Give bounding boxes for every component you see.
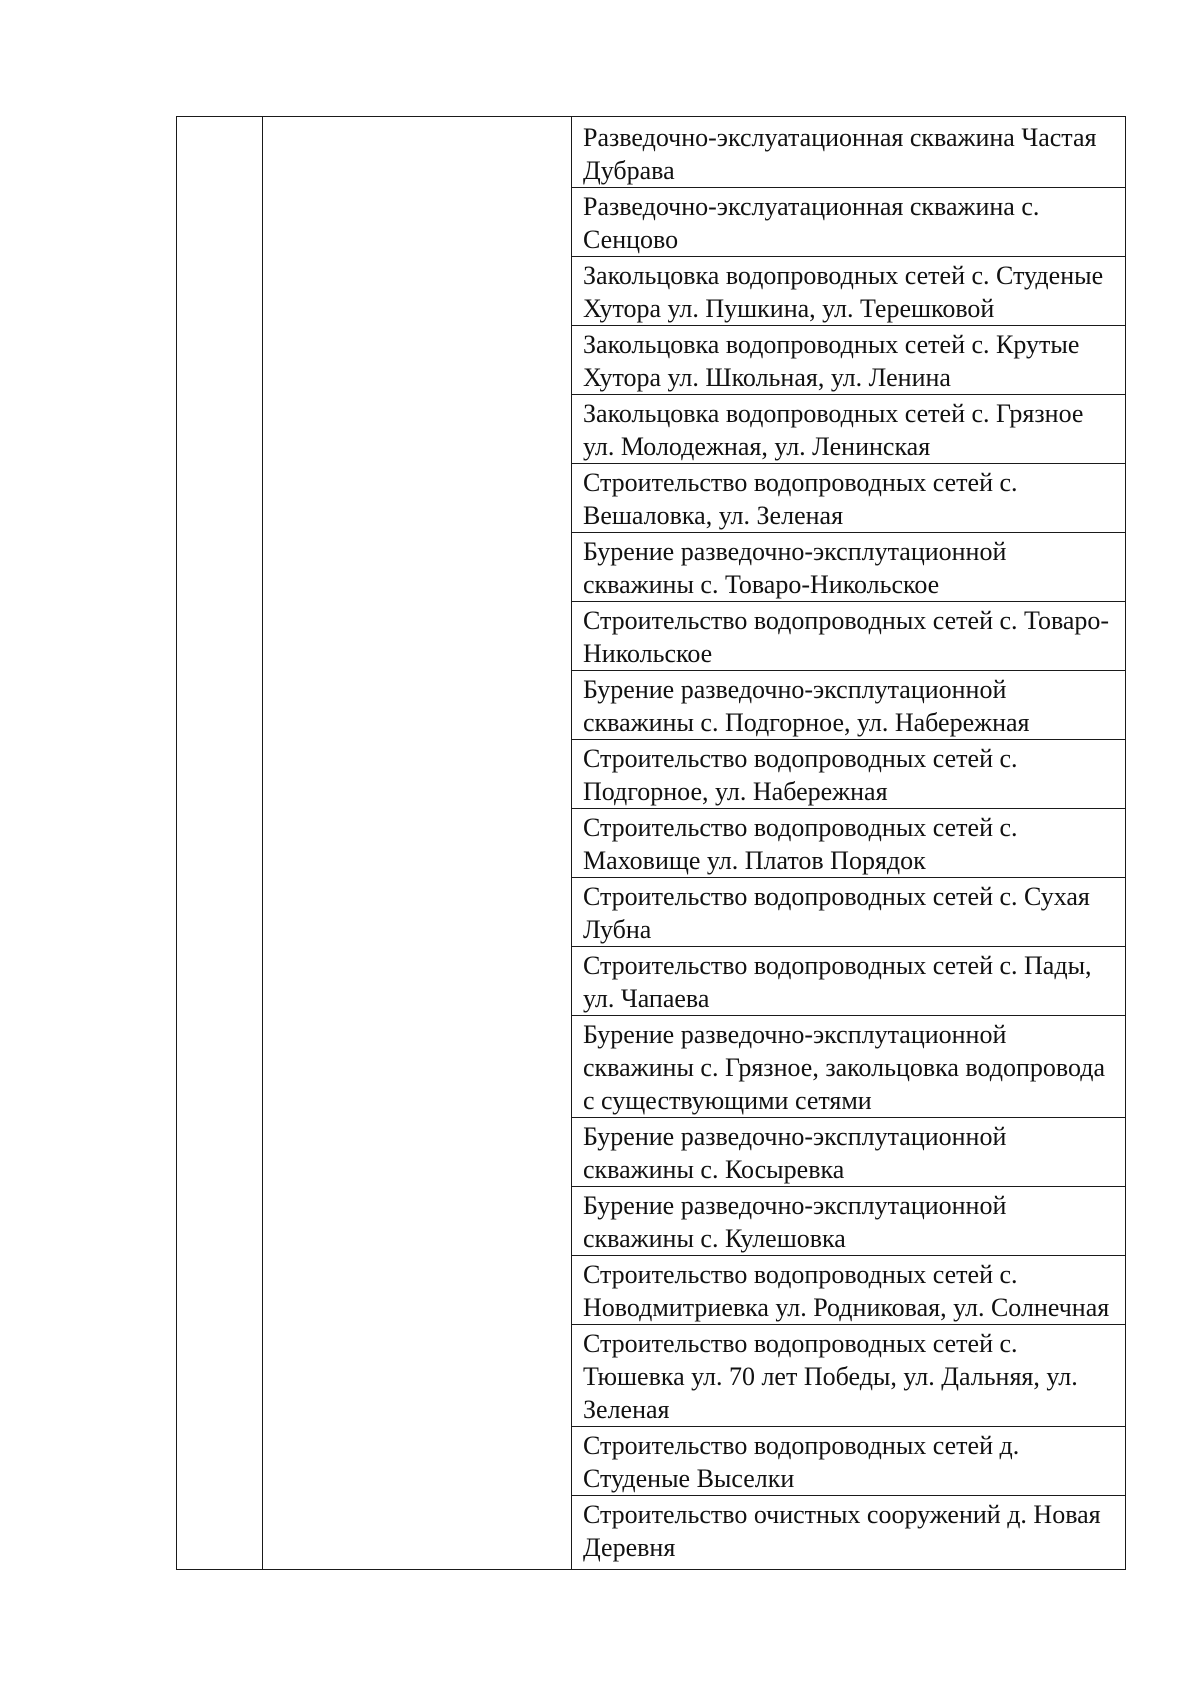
table-row xyxy=(571,326,1125,395)
table-cell-text: Строительство водопроводных сетей с. Подгорное, ул. Набережная xyxy=(583,744,1018,806)
table-row xyxy=(571,1187,1125,1256)
table-row xyxy=(571,1016,1125,1118)
table-row xyxy=(571,740,1125,809)
document-table xyxy=(176,116,1126,1570)
table-entries-column xyxy=(571,119,1125,1564)
table-column-divider-1 xyxy=(262,117,263,1569)
table-row xyxy=(571,1427,1125,1496)
table-cell-text: Строительство водопроводных сетей с. Вешаловка, ул. Зеленая xyxy=(583,468,1018,530)
table-cell-text: Строительство водопроводных сетей с. Маховище ул. Платов Порядок xyxy=(583,813,1018,875)
table-cell-text: Бурение разведочно-эксплутационной скважины с. Косыревка xyxy=(583,1122,1007,1184)
table-row xyxy=(571,809,1125,878)
table-cell-text: Закольцовка водопроводных сетей с. Крутые Хутора ул. Школьная, ул. Ленина xyxy=(583,330,1080,392)
table-cell-text: Бурение разведочно-эксплутационной скважины с. Кулешовка xyxy=(583,1191,1007,1253)
table-cell-text: Строительство водопроводных сетей с. Пады, ул. Чапаева xyxy=(583,951,1092,1013)
table-cell-text: Строительство водопроводных сетей с. Сухая Лубна xyxy=(583,882,1090,944)
table-cell-text: Разведочно-экслуатационная скважина с. Сенцово xyxy=(583,192,1040,254)
table-row xyxy=(571,671,1125,740)
table-row xyxy=(571,1496,1125,1564)
table-cell-text: Строительство очистных сооружений д. Новая Деревня xyxy=(583,1500,1101,1562)
table-cell-text: Строительство водопроводных сетей д. Студеные Выселки xyxy=(583,1431,1020,1493)
table-row xyxy=(571,1256,1125,1325)
table-row xyxy=(571,947,1125,1016)
table-cell-text: Бурение разведочно-эксплутационной скважины с. Грязное, закольцовка водопровода с существующими сетями xyxy=(583,1020,1106,1115)
table-cell-text: Разведочно-экслуатационная скважина Частая Дубрава xyxy=(583,123,1097,185)
table-cell-text: Строительство водопроводных сетей с. Новодмитриевка ул. Родниковая, ул. Солнечная xyxy=(583,1260,1110,1322)
table-row xyxy=(571,878,1125,947)
table-row xyxy=(571,188,1125,257)
table-cell-text: Строительство водопроводных сетей с. Товаро-Никольское xyxy=(583,606,1110,668)
table-row xyxy=(571,1118,1125,1187)
table-row xyxy=(571,464,1125,533)
table-row xyxy=(571,602,1125,671)
table-cell-text: Бурение разведочно-эксплутационной скважины с. Подгорное, ул. Набережная xyxy=(583,675,1030,737)
table-cell-text: Бурение разведочно-эксплутационной скважины с. Товаро-Никольское xyxy=(583,537,1007,599)
table-row xyxy=(571,257,1125,326)
table-row xyxy=(571,119,1125,188)
table-row xyxy=(571,1325,1125,1427)
table-cell-text: Закольцовка водопроводных сетей с. Студеные Хутора ул. Пушкина, ул. Терешковой xyxy=(583,261,1104,323)
table-row xyxy=(571,533,1125,602)
table-cell-text: Строительство водопроводных сетей с. Тюшевка ул. 70 лет Победы, ул. Дальняя, ул. Зеленая xyxy=(583,1329,1078,1424)
table-cell-text: Закольцовка водопроводных сетей с. Грязное ул. Молодежная, ул. Ленинская xyxy=(583,399,1084,461)
table-row xyxy=(571,395,1125,464)
